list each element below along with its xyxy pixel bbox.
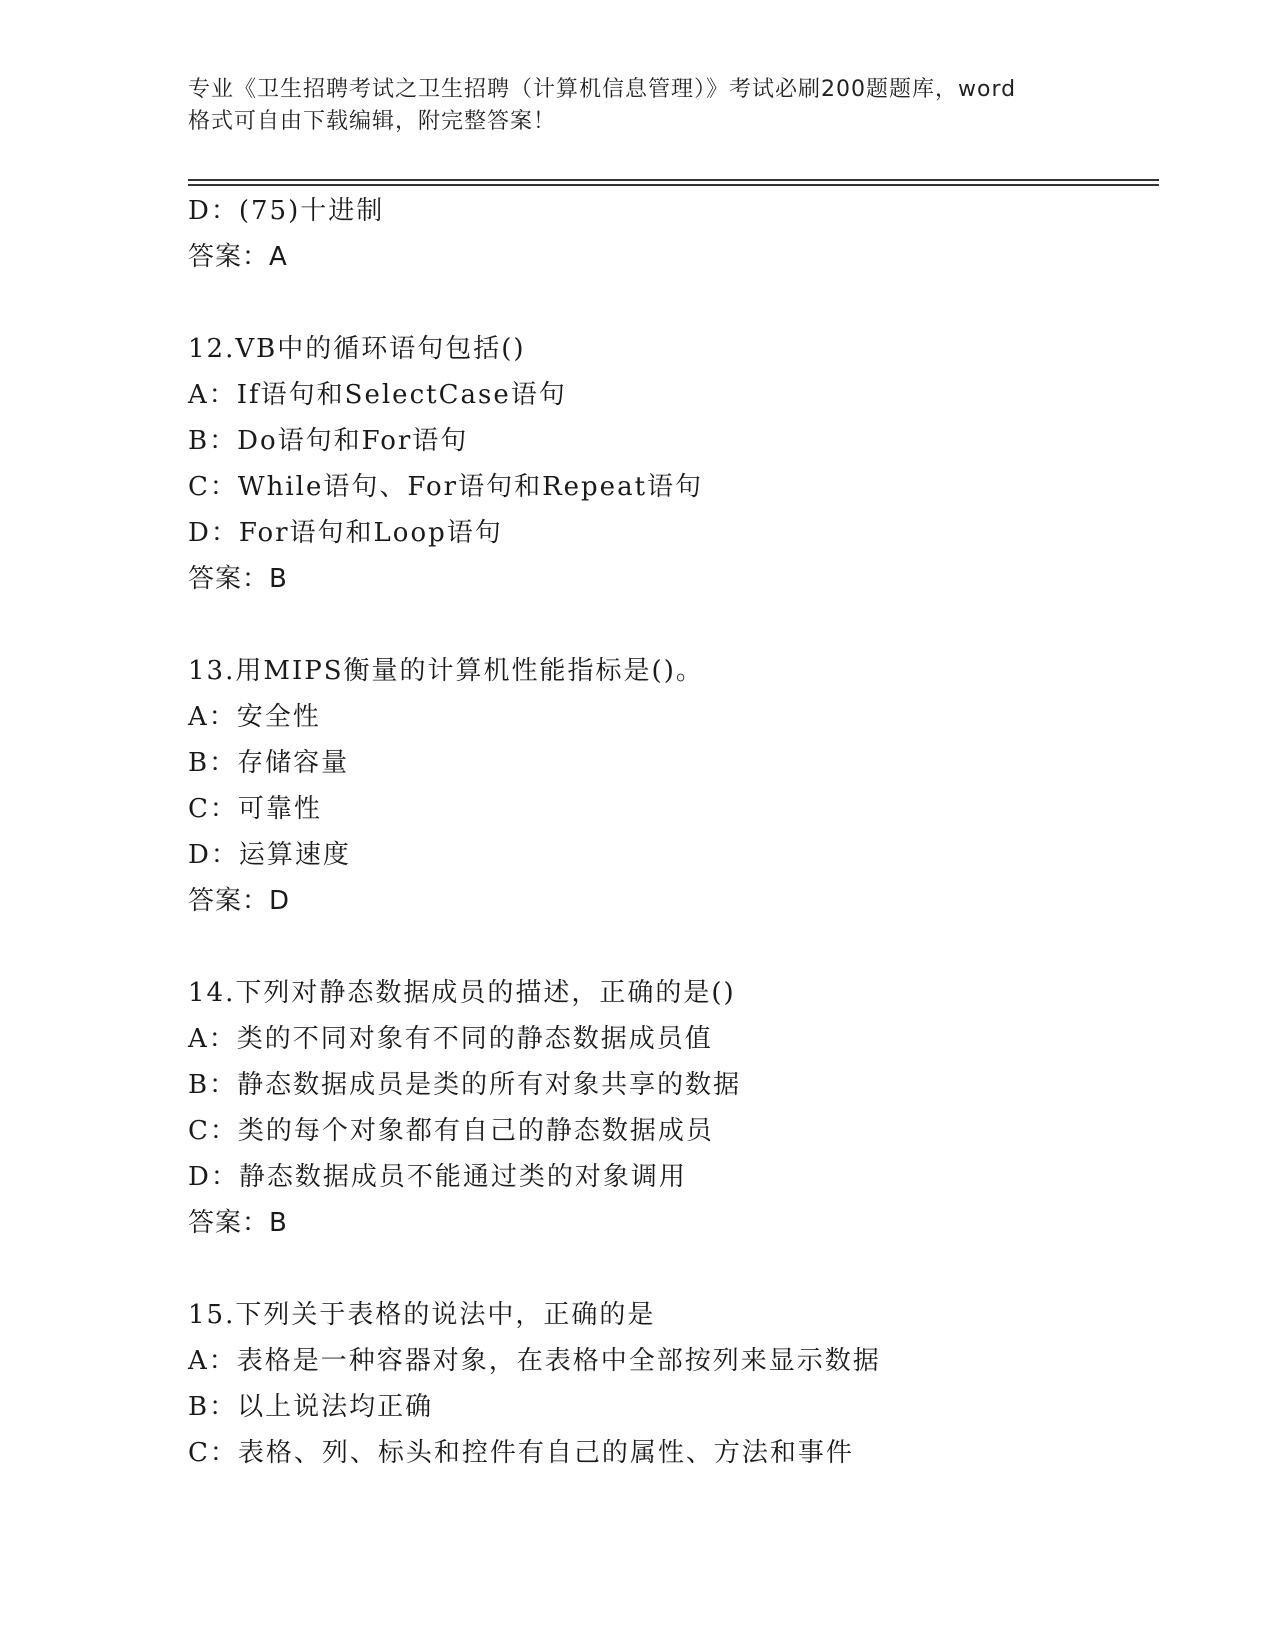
option-d: D：For语句和Loop语句 bbox=[188, 518, 503, 548]
question-12 bbox=[188, 326, 1148, 602]
option-b: B：存储容量 bbox=[188, 748, 350, 778]
answer-line: 答案：B bbox=[188, 564, 288, 594]
carryover-option: D：(75)十进制 bbox=[188, 196, 385, 226]
header-line-1: 专业《卫生招聘考试之卫生招聘（计算机信息管理）》考试必刷200题题库，word bbox=[188, 77, 1017, 102]
question-stem: 13.用MIPS衡量的计算机性能指标是()。 bbox=[188, 656, 704, 686]
carryover-answer: 答案：A bbox=[188, 242, 288, 272]
option-c: C：While语句、For语句和Repeat语句 bbox=[188, 472, 704, 502]
option-a: A：表格是一种容器对象，在表格中全部按列来显示数据 bbox=[188, 1346, 881, 1376]
answer-line: 答案：B bbox=[188, 1208, 288, 1238]
option-c: C：表格、列、标头和控件有自己的属性、方法和事件 bbox=[188, 1438, 854, 1468]
option-b: B：以上说法均正确 bbox=[188, 1392, 434, 1422]
option-d: D：静态数据成员不能通过类的对象调用 bbox=[188, 1162, 687, 1192]
document-header bbox=[188, 74, 1088, 138]
spacer bbox=[188, 602, 1148, 648]
option-c: C：可靠性 bbox=[188, 794, 322, 824]
question-15 bbox=[188, 1292, 1148, 1476]
option-d: D：运算速度 bbox=[188, 840, 351, 870]
question-content bbox=[188, 188, 1148, 1476]
option-a: A：类的不同对象有不同的静态数据成员值 bbox=[188, 1024, 713, 1054]
option-b: B：Do语句和For语句 bbox=[188, 426, 469, 456]
option-a: A：If语句和SelectCase语句 bbox=[188, 380, 567, 410]
spacer bbox=[188, 280, 1148, 326]
question-13 bbox=[188, 648, 1148, 924]
question-stem: 14.下列对静态数据成员的描述，正确的是() bbox=[188, 978, 736, 1008]
header-divider-bottom bbox=[188, 184, 1159, 186]
question-stem: 12.VB中的循环语句包括() bbox=[188, 334, 526, 364]
option-a: A：安全性 bbox=[188, 702, 321, 732]
option-c: C：类的每个对象都有自己的静态数据成员 bbox=[188, 1116, 714, 1146]
header-divider-top bbox=[188, 179, 1159, 181]
spacer bbox=[188, 1246, 1148, 1292]
option-b: B：静态数据成员是类的所有对象共享的数据 bbox=[188, 1070, 742, 1100]
answer-line: 答案：D bbox=[188, 886, 291, 916]
spacer bbox=[188, 924, 1148, 970]
header-line-2: 格式可自由下载编辑，附完整答案！ bbox=[188, 109, 557, 134]
question-stem: 15.下列关于表格的说法中，正确的是 bbox=[188, 1300, 656, 1330]
question-14 bbox=[188, 970, 1148, 1246]
